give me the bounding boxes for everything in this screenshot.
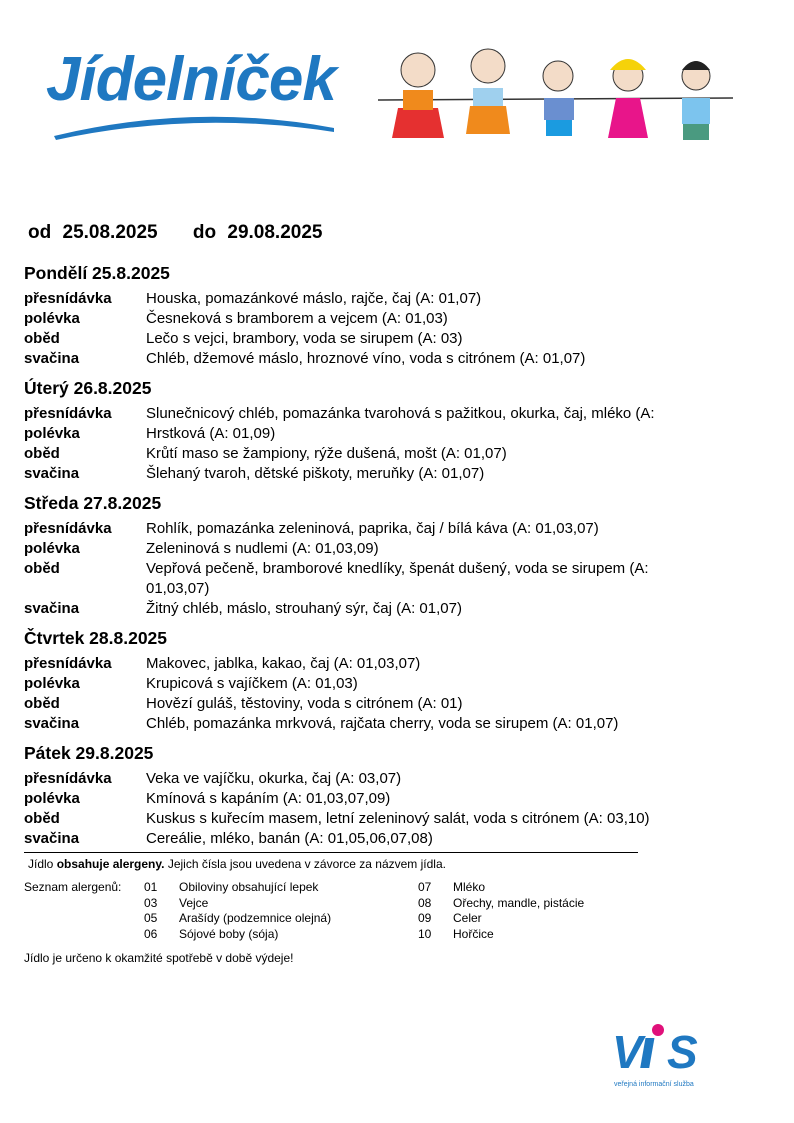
allergen-list-col2 [418,880,584,942]
meal-row [24,559,714,599]
allergen-name: Hořčice [453,926,494,941]
meal-row [24,674,714,694]
meal-row [24,654,714,674]
meal-label: svačina [24,465,80,482]
meal-label: oběd [24,810,60,827]
to-date: 29.08.2025 [227,222,323,243]
meal-text: Veka ve vajíčku, okurka, čaj (A: 03,07) [146,770,402,787]
day-heading: Pondělí 25.8.2025 [24,263,170,283]
meal-text: Kmínová s kapáním (A: 01,03,07,09) [146,790,391,807]
meal-text: Krůtí maso se žampiony, rýže dušená, mošt (A: 01,07) [146,445,507,462]
meal-text: Šlehaný tvaroh, dětské piškoty, meruňky (A: 01,07) [146,465,485,482]
svg-text:veřejná informační služba: veřejná informační služba [614,1081,694,1088]
day-heading: Úterý 26.8.2025 [24,378,152,398]
meal-row [24,599,714,619]
day-section [24,742,714,849]
meal-row [24,714,714,734]
svg-text:V: V [612,1026,643,1078]
meal-label: přesnídávka [24,290,112,307]
meal-label: polévka [24,310,80,327]
meal-label: polévka [24,790,80,807]
meal-text: Houska, pomazánkové máslo, rajče, čaj (A: 01,07) [146,290,482,307]
meal-text: Makovec, jablka, kakao, čaj (A: 01,03,07) [146,655,421,672]
allergen-code: 05 [144,911,158,925]
vis-logo [612,1018,722,1093]
allergen-code: 07 [418,880,432,894]
meal-text: Zeleninová s nudlemi (A: 01,03,09) [146,540,379,557]
meal-label: přesnídávka [24,655,112,672]
allergen-name: Ořechy, mandle, pistácie [453,895,585,910]
meal-label: svačina [24,350,80,367]
allergen-note [28,857,446,871]
note-prefix: Jídlo [28,857,57,871]
meal-text: Krupicová s vajíčkem (A: 01,03) [146,675,358,692]
meal-row [24,404,714,424]
meal-row [24,809,714,829]
note-rest: Jejich čísla jsou uvedena v závorce za názvem jídla. [164,857,446,871]
meal-text: Slunečnicový chléb, pomazánka tvarohová s pažitkou, okurka, čaj, mléko (A: [146,405,655,422]
meal-label: oběd [24,695,60,712]
meal-row [24,444,714,464]
meal-text: Rohlík, pomazánka zeleninová, paprika, čaj / bílá káva (A: 01,03,07) [146,520,599,537]
meal-label: svačina [24,600,80,617]
allergen-name: Obiloviny obsahující lepek [179,880,319,894]
from-date: 25.08.2025 [62,222,158,243]
allergen-code: 10 [418,926,432,941]
meal-text: Česneková s bramborem a vejcem (A: 01,03) [146,310,448,327]
date-range [28,222,328,244]
meal-label: svačina [24,715,80,732]
meal-text: Lečo s vejci, brambory, voda se sirupem (A: 03) [146,330,463,347]
day-section [24,492,714,619]
allergen-code: 01 [144,880,158,894]
meal-row [24,289,714,309]
meal-label: přesnídávka [24,770,112,787]
meal-label: oběd [24,330,60,347]
meal-label: svačina [24,830,80,847]
meal-text: Hrstková (A: 01,09) [146,425,276,442]
meal-label: přesnídávka [24,405,112,422]
allergen-code: 09 [418,911,432,925]
meal-text: Vepřová pečeně, bramborové knedlíky, špenát dušený, voda se sirupem (A: 01,03,07) [146,560,649,597]
day-heading: Čtvrtek 28.8.2025 [24,628,168,648]
meal-row [24,789,714,809]
children-illustration [378,48,738,148]
weekly-menu [24,262,714,857]
meal-label: oběd [24,560,60,577]
allergen-name: Arašídy (podzemnice olejná) [179,911,332,925]
meal-label: oběd [24,445,60,462]
allergen-name: Vejce [179,895,209,910]
meal-row [24,464,714,484]
meal-text: Cereálie, mléko, banán (A: 01,05,06,07,08) [146,830,433,847]
day-section [24,262,714,369]
meal-row [24,424,714,444]
meal-text: Žitný chléb, máslo, strouhaný sýr, čaj (A: 01,07) [146,600,462,617]
meal-label: polévka [24,675,80,692]
day-heading: Středa 27.8.2025 [24,493,162,513]
meal-label: přesnídávka [24,520,112,537]
meal-row [24,769,714,789]
note-bold: obsahuje alergeny. [56,857,165,871]
allergen-code: 08 [418,895,432,910]
meal-row [24,329,714,349]
meal-row [24,694,714,714]
allergen-code: 06 [144,926,158,941]
to-label: do [192,222,217,243]
svg-text:S: S [667,1026,698,1078]
meal-row [24,539,714,559]
meal-text: Chléb, džemové máslo, hroznové víno, voda s citrónem (A: 01,07) [146,350,586,367]
day-section [24,377,714,484]
allergen-list-col1 [144,880,331,942]
day-heading: Pátek 29.8.2025 [24,743,154,763]
meal-text: Chléb, pomazánka mrkvová, rajčata cherry, voda se sirupem (A: 01,07) [146,715,619,732]
allergen-code: 03 [144,895,158,910]
meal-row [24,309,714,329]
meal-label: polévka [24,425,80,442]
consumption-note: Jídlo je určeno k okamžité spotřebě v době výdeje! [24,951,294,965]
allergen-list-label: Seznam alergenů: [24,880,122,894]
meal-row [24,829,714,849]
allergen-name: Celer [453,911,482,925]
jidelnicek-logo [44,44,344,154]
page-title: Jídelníček [46,45,336,114]
day-section [24,627,714,734]
meal-row [24,519,714,539]
meal-text: Hovězí guláš, těstoviny, voda s citrónem (A: 01) [146,695,463,712]
from-label: od [28,222,52,243]
meal-label: polévka [24,540,80,557]
allergen-name: Sójové boby (sója) [179,926,279,941]
divider [24,852,638,853]
allergen-name: Mléko [453,880,486,894]
meal-text: Kuskus s kuřecím masem, letní zeleninový salát, voda s citrónem (A: 03,10) [146,810,650,827]
meal-row [24,349,714,369]
